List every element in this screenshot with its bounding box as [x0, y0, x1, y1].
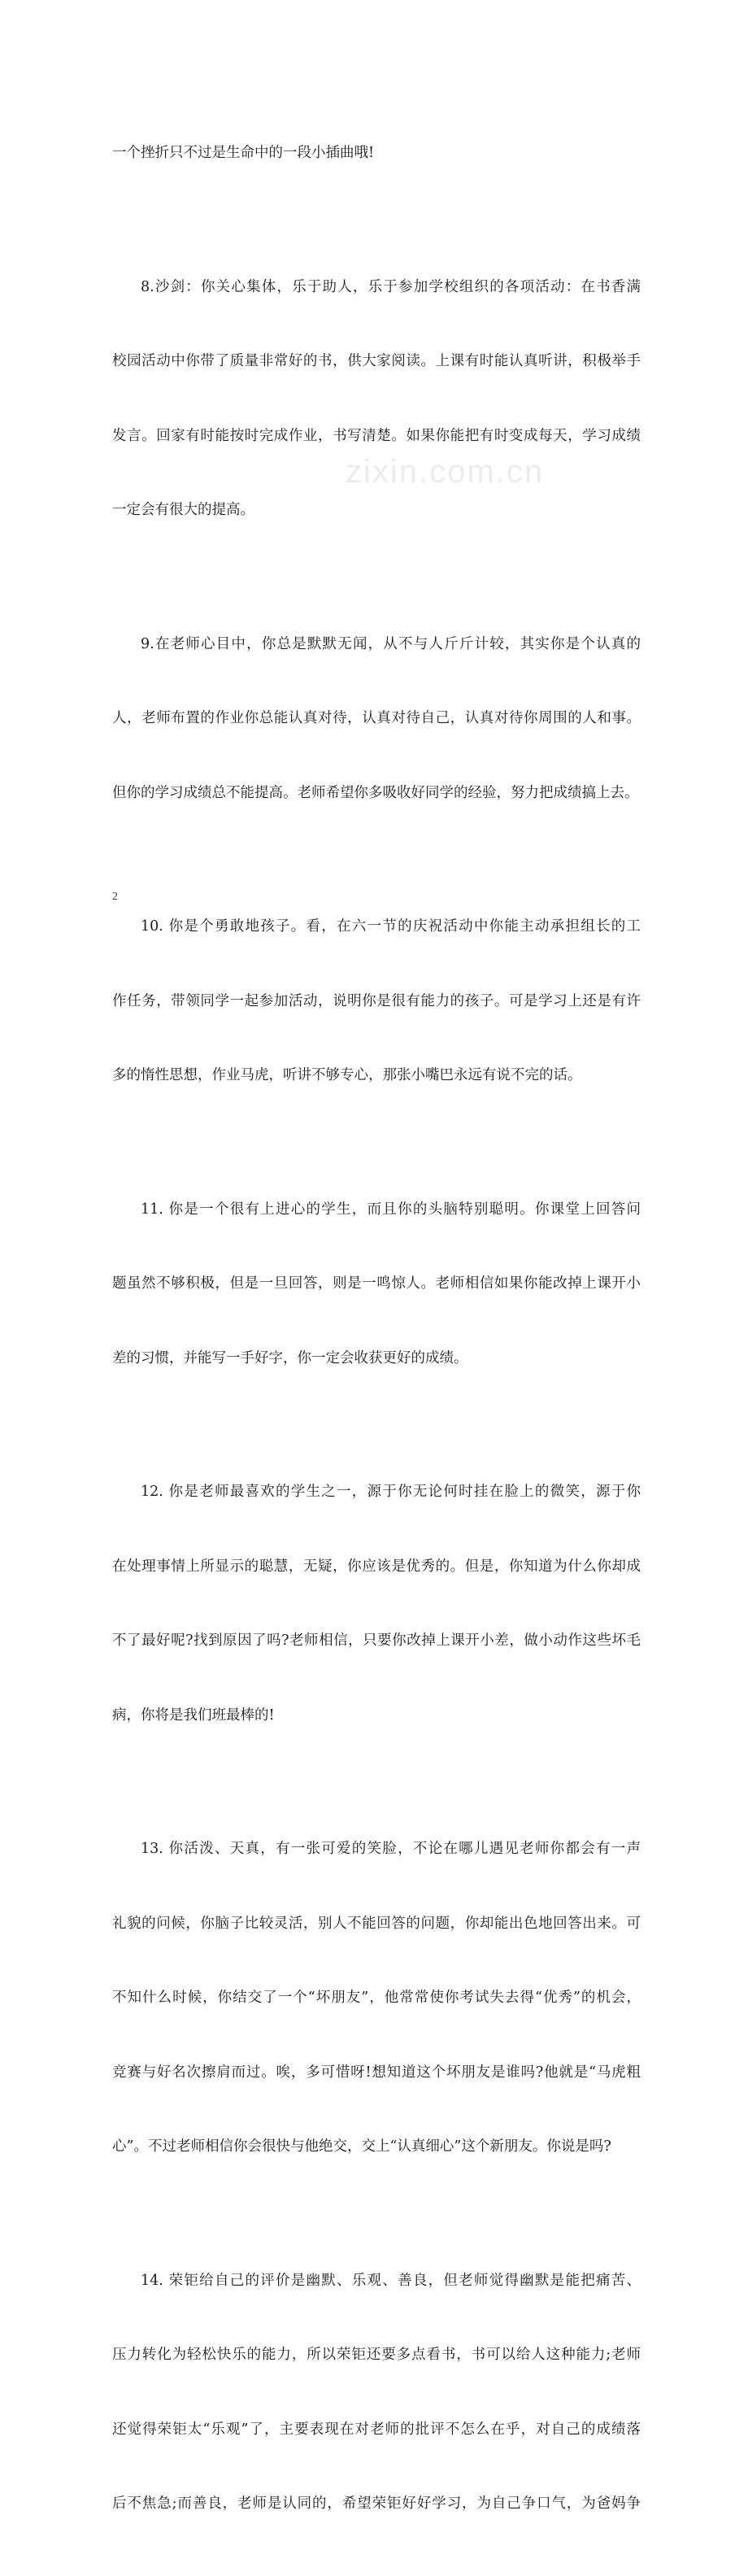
paragraph-8	[112, 225, 641, 573]
text-line: 竞赛与好名次擦肩而过。唉，多可惜呀!想知道这个坏朋友是谁吗?他就是“马虎粗	[112, 2064, 641, 2081]
text-line: 差的习惯，并能写一手好字，你一定会收获更好的成绩。	[112, 1349, 468, 1366]
text-line: 一个挫折只不过是生命中的一段小插曲哦!	[112, 145, 375, 161]
text-line: 校园活动中你带了质量非常好的书，供大家阅读。上课有时能认真听讲，积极举手	[112, 353, 641, 369]
text-line: 病，你将是我们班最棒的!	[112, 1706, 275, 1724]
text-line: 10. 你是个勇敢地孩子。看，在六一节的庆祝活动中你能主动承担组长的工	[141, 918, 641, 935]
text-line: 题虽然不够积极，但是一旦回答，则是一鸣惊人。老师相信如果你能改掉上课开小	[112, 1275, 641, 1292]
text-line: 压力转化为轻松快乐的能力，所以荣钜还要多点看书，书可以给人这种能力;老师	[112, 2347, 641, 2363]
text-line: 8.沙剑：你关心集体，乐于助人，乐于参加学校组织的各项活动：在书香满	[141, 278, 641, 295]
page-number: 2	[112, 891, 118, 903]
paragraph-13	[112, 1787, 641, 2209]
text-line: 多的惰性思想，作业马虎，听讲不够专心，那张小嘴巴永远有说不完的话。	[112, 1067, 582, 1083]
paragraph-9	[112, 582, 641, 856]
text-line: 不了最好呢?找到原因了吗?老师相信，只要你改掉上课开小差，做小动作这些坏毛	[112, 1632, 641, 1649]
paragraph-10	[112, 865, 641, 1138]
text-line: 11. 你是一个很有上进心的学生，而且你的头脑特别聪明。你课堂上回答问	[141, 1201, 641, 1218]
text-line: 14. 荣钜给自己的评价是幽默、乐观、善良，但老师觉得幽默是能把痛苦、	[141, 2272, 641, 2289]
text-line: 但你的学习成绩总不能提高。老师希望你多吸收好同学的经验，努力把成绩搞上去。	[112, 784, 639, 801]
text-line: 12. 你是老师最喜欢的学生之一，源于你无论何时挂在脸上的微笑，源于你	[141, 1484, 641, 1500]
text-line: 礼貌的问候，你脑子比较灵活，别人不能回答的问题，你却能出色地回答出来。可	[112, 1915, 641, 1932]
document-body	[112, 91, 641, 2576]
text-line: 在处理事情上所显示的聪慧，无疑，你应该是优秀的。但是，你知道为什么你却成	[112, 1558, 641, 1575]
paragraph-12	[112, 1430, 641, 1777]
paragraph-11	[112, 1148, 641, 1421]
text-line: 一定会有很大的提高。	[112, 502, 254, 518]
paragraph-14	[112, 2219, 641, 2566]
text-line: 不知什么时候，你结交了一个“坏朋友”，他常常使你考试失去得“优秀”的机会，	[112, 1990, 641, 2006]
watermark: zixin.com.cn	[346, 454, 545, 490]
text-line: 作任务，带领同学一起参加活动，说明你是很有能力的孩子。可是学习上还是有许	[112, 992, 641, 1009]
text-line: 13. 你活泼、天真，有一张可爱的笑脸，不论在哪儿遇见老师你都会有一声	[141, 1841, 641, 1857]
text-line: 人，老师布置的作业你总能认真对待，认真对待自己，认真对待你周围的人和事。	[112, 710, 641, 726]
text-line: 9.在老师心目中，你总是默默无闻，从不与人斤斤计较，其实你是个认真的	[141, 635, 641, 652]
text-line: 后不焦急;而善良，老师是认同的，希望荣钜好好学习，为自己争口气，为爸妈争	[112, 2495, 641, 2512]
text-line: 还觉得荣钜太“乐观”了，主要表现在对老师的批评不怎么在乎，对自己的成绩落	[112, 2421, 641, 2438]
text-line: 发言。回家有时能按时完成作业，书写清楚。如果你能把有时变成每天，学习成绩	[112, 427, 641, 444]
text-line: 心”。不过老师相信你会很快与他绝交，交上“认真细心”这个新朋友。你说是吗?	[112, 2138, 611, 2155]
paragraph	[112, 91, 641, 216]
